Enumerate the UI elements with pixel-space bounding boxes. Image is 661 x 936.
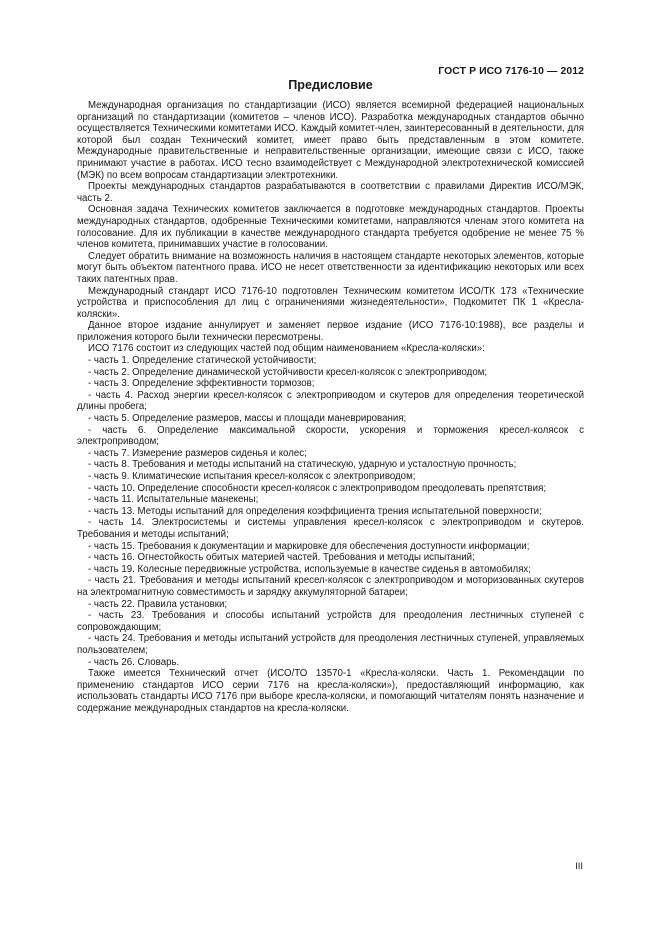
list-item: - часть 26. Словарь.: [88, 656, 180, 668]
page-title: Предисловие: [288, 78, 373, 92]
list-item: - часть 1. Определение статической устойчивости;: [88, 355, 317, 367]
list-item: - часть 6. Определение максимальной скорости, ускорения и торможения кресел-колясок с электроприводом;: [77, 424, 584, 448]
paragraph: Международная организация по стандартизации (ИСО) является всемирной федерацией национальных организаций по стандартизации (комитетов – членов ИСО). Разработка международных стандартов обычно осуществляется Техническими комитетами ИСО. Каждый комитет-член, заинтересованный в деятельности, для которой был создан Технический комитет, имеет право быть представленным в этом комитете. Международные правительственные и неправительственные организации, имеющие связи с ИСО, также принимают участие в работах. ИСО тесно взаимодействует с Международной электротехнической комиссией (МЭК) по всем вопросам стандартизации электротехники.: [77, 100, 584, 181]
list-item: - часть 7. Измерение размеров сиденья и колес;: [88, 447, 307, 459]
paragraph: Данное второе издание аннулирует и заменяет первое издание (ИСО 7176-10:1988), все разделы и приложения которого были технически пересмотрены.: [77, 320, 584, 343]
paragraph: Следует обратить внимание на возможность наличия в настоящем стандарте некоторых элементов, которые могут быть объектом патентного права. ИСО не несет ответственности за идентификацию некоторых или всех таких патентных прав.: [77, 250, 584, 285]
paragraph: Проекты международных стандартов разрабатываются в соответствии с правилами Директив ИСО/МЭК, часть 2.: [77, 181, 584, 204]
list-item: - часть 8. Требования и методы испытаний на статическую, ударную и усталостную прочность;: [88, 459, 517, 471]
list-item: - часть 3. Определение эффективности тормозов;: [88, 378, 315, 390]
paragraph: Международный стандарт ИСО 7176-10 подготовлен Техническим комитетом ИСО/ТК 173 «Технические устройства и приспособления дл лиц с ограничениями жизнедеятельности», Подкомитет ПК 1 «Кресла-коляски».: [77, 285, 584, 320]
list-item: - часть 9. Климатические испытания кресел-колясок с электроприводом;: [88, 471, 416, 482]
foreword-body: [77, 100, 584, 714]
list-item: - часть 5. Определение размеров, массы и площади маневрирования;: [88, 413, 407, 425]
page-number: III: [575, 861, 583, 872]
list-item: - часть 15. Требования к документации и маркировке для обеспечения доступности информации;: [88, 540, 530, 552]
list-item: - часть 19. Колесные передвижные устройства, используемые в качестве сиденья в автомобилях;: [88, 563, 531, 575]
paragraph: Также имеется Технический отчет (ИСО/ТО 13570-1 «Кресла-коляски. Часть 1. Рекомендации по применению стандартов ИСО серии 7176 на кресла-коляски»), предоставляющий информацию, как использовать стандарты ИСО 7176 при выборе кресла-коляски, и помогающий читателям понять назначение и содержание международных стандартов на кресла-коляски.: [77, 668, 584, 714]
list-item: - часть 21. Требования и методы испытаний кресел-колясок с электроприводом и моторизованных скутеров на электромагнитную совместимость и зарядку аккумуляторной батареи;: [77, 575, 584, 598]
list-item: - часть 23. Требования и способы испытаний устройств для преодоления лестничных ступеней с сопровождающим;: [77, 610, 584, 633]
list-item: - часть 11. Испытательные манекены;: [88, 494, 259, 506]
list-item: - часть 16. Огнестойкость обитых материей частей. Требования и методы испытаний;: [88, 552, 475, 564]
paragraph: Основная задача Технических комитетов заключается в подготовке международных стандартов. Проекты международных стандартов, одобренные Техническими комитетами, направляются членам этого комитета на голосование. Для их публикации в качестве международного стандарта требуется одобрение не менее 75 % членов комитета, принимавших участие в голосовании.: [77, 204, 584, 251]
list-item: - часть 24. Требования и методы испытаний устройств для преодоления лестничных ступеней, управляемых пользователем;: [77, 633, 584, 656]
list-item: - часть 22. Правила установки;: [88, 598, 228, 610]
list-item: - часть 13. Методы испытаний для определения коэффициента трения испытательной поверхности;: [88, 505, 542, 517]
list-item: - часть 4. Расход энергии кресел-колясок с электроприводом и скутеров для определения теоретической длины пробега;: [77, 389, 584, 413]
list-item: - часть 14. Электросистемы и системы управления кресел-колясок с электроприводом и скутеров. Требования и методы испытаний;: [77, 517, 584, 540]
standard-code-header: ГОСТ Р ИСО 7176-10 — 2012: [438, 66, 584, 77]
list-item: - часть 10. Определение способности кресел-колясок с электроприводом преодолевать препятствия;: [88, 482, 547, 494]
list-item: - часть 2. Определение динамической устойчивости кресел-колясок с электроприводом;: [88, 366, 488, 378]
paragraph: ИСО 7176 состоит из следующих частей под общим наименованием «Кресла-коляски»:: [88, 343, 485, 355]
